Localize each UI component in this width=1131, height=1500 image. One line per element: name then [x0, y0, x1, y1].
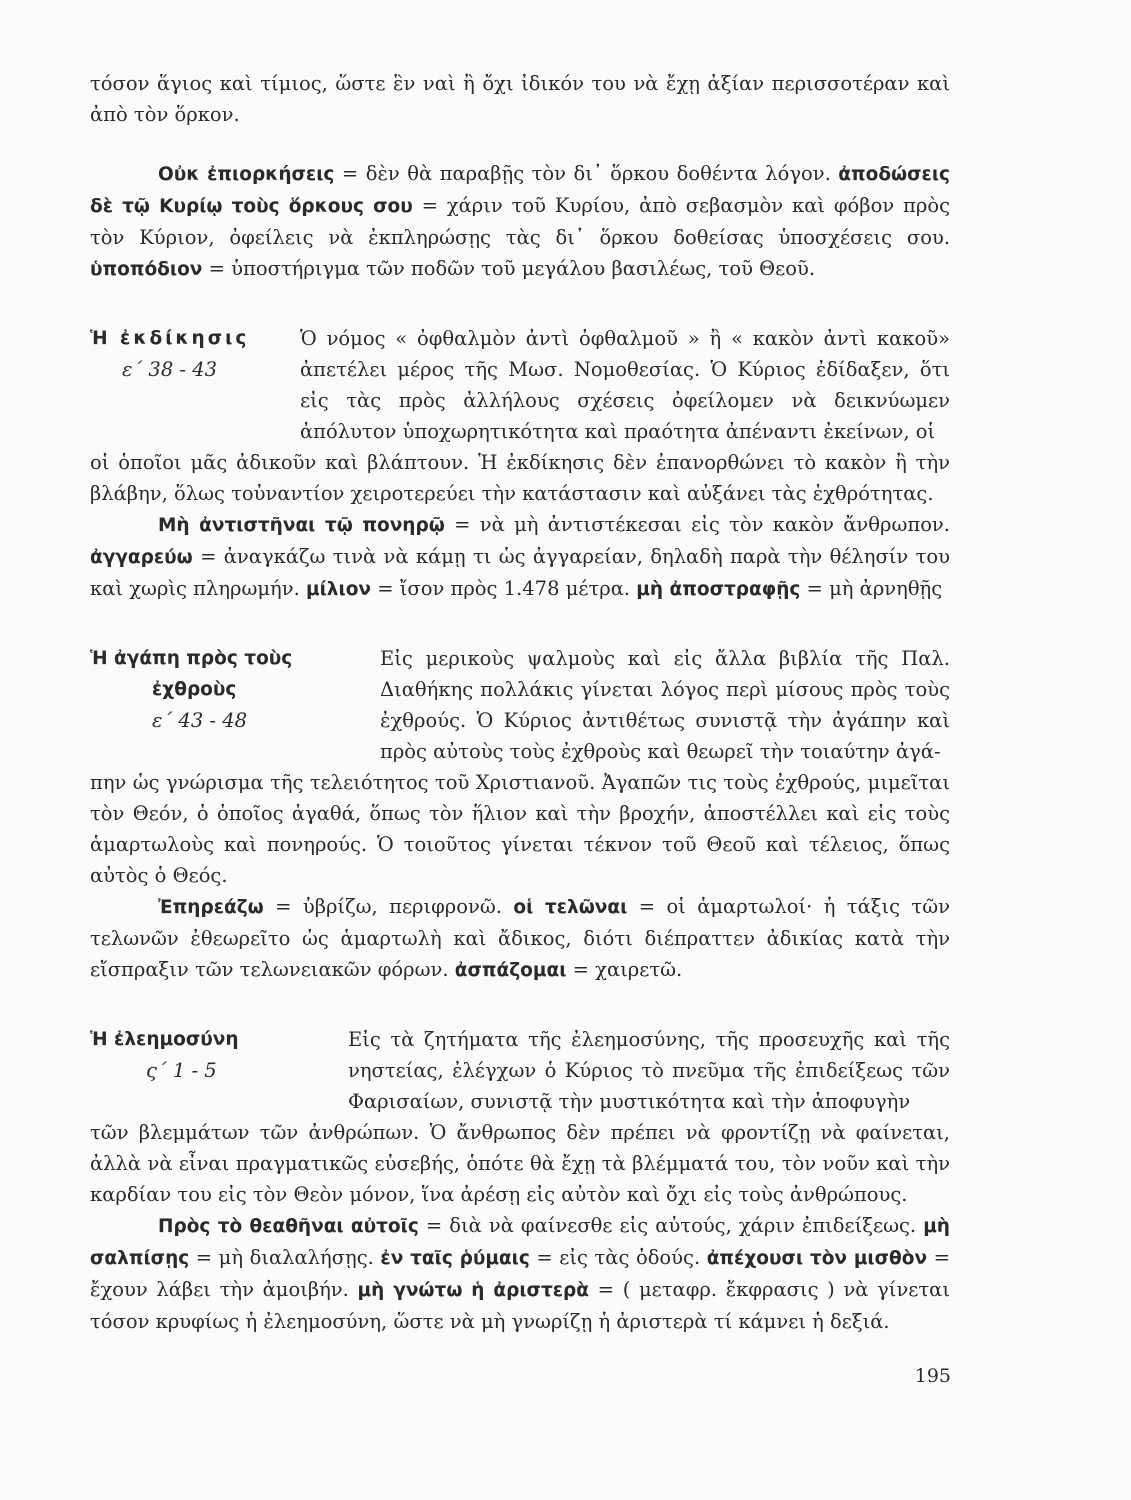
definition: = οἱ ἁμαρτωλοί· ἡ τάξις τῶν τελωνῶν ἐθεωρεῖτο ὡς ἁμαρτωλὴ καὶ ἄδικος, διότι διέπραττεν ἀδικίας κατὰ τὴν εἴσπραξιν τῶν τελωνειακῶν φόρων.	[90, 895, 950, 981]
term: Ἐπηρεάζω	[158, 897, 264, 918]
term: ἀποδώσεις δὲ τῷ Κυρίῳ τοὺς ὅρκους σου	[90, 164, 951, 217]
section-continuation: πην ὡς γνώρισμα τῆς τελειότητος τοῦ Χριστιανοῦ. Ἀγαπῶν τις τοὺς ἐχθρούς, μιμεῖται τὸν Θεόν, ὁ ὁποῖος ἀγαθά, ὅπως τὸν ἥλιον καὶ τὴν βροχήν, ἀποστέλλει καὶ εἰς τοὺς ἁμαρτωλοὺς καὶ πονηρούς. Ὁ τοιοῦτος γίνεται τέκνον τοῦ Θεοῦ καὶ τέλειος, ὅπως αὐτὸς ὁ Θεός.	[90, 771, 950, 887]
term: Πρὸς τὸ θεαθῆναι αὐτοῖς	[158, 1216, 419, 1237]
section-heading: Ἡ ἐλεημοσύνη	[90, 1029, 239, 1050]
spacer	[90, 285, 950, 323]
definition: = εἰς τὰς ὁδούς.	[529, 1246, 707, 1269]
section-continuation: τῶν βλεμμάτων τῶν ἀνθρώπων. Ὁ ἄνθρωπος δὲν πρέπει νὰ φροντίζῃ νὰ φαίνεται, ἀλλὰ νὰ εἶναι πραγματικῶς εὐσεβής, ὁπότε θὰ ἔχῃ τὰ βλέμματά του, τὸν νοῦν καὶ τὴν καρδίαν του εἰς τὸν Θεὸν μόνον, ἵνα ἀρέσῃ εἰς αὐτὸν καὶ ὄχι εἰς τοὺς ἀνθρώπους.	[90, 1121, 950, 1206]
term: Οὐκ ἐπιορκήσεις	[158, 164, 335, 185]
section-heading: Ἡ ἀγάπη πρὸς τοὺς	[90, 648, 293, 669]
section-heading: Ἡ ἐκδίκησις	[90, 328, 250, 349]
glossary-paragraph-4	[90, 1210, 950, 1337]
section-continuation: οἱ ὁποῖοι μᾶς ἀδικοῦν καὶ βλάπτουν. Ἡ ἐκδίκησις δὲν ἐπανορθώνει τὸ κακὸν ἢ τὴν βλάβην, ὅλως τοὐναντίον χειροτερεύει τὴν κατάστασιν καὶ αὐξάνει τὰς ἐχθρότητας.	[90, 451, 950, 505]
definition: = μὴ διαλαλήσῃς.	[189, 1246, 381, 1269]
spacer	[90, 130, 950, 158]
term: μίλιον	[305, 579, 372, 600]
term: οἱ τελῶναι	[513, 897, 628, 918]
verse-reference: ε΄ 38 - 43	[122, 358, 218, 381]
glossary-paragraph-3	[90, 891, 950, 986]
definition: = ἔχουν λάβει τὴν ἀμοιβήν.	[90, 1246, 950, 1301]
section-side-heading	[90, 1024, 348, 1117]
term: ἀσπάζομαι	[454, 960, 567, 981]
definition: = ἀναγκάζω τινὰ νὰ κάμῃ τι ὡς ἀγγαρείαν, δηλαδὴ παρὰ τὴν θέλησίν του καὶ χωρὶς πληρωμήν.	[90, 545, 950, 600]
intro-paragraph: τόσον ἅγιος καὶ τίμιος, ὥστε ἓν ναὶ ἢ ὄχι ἰδικόν του νὰ ἔχῃ ἀξίαν περισσοτέραν καὶ ἀπὸ τὸν ὅρκον.	[90, 72, 950, 126]
term: μὴ γνώτω ἡ ἀριστερὰ	[357, 1280, 590, 1301]
definition: = ( μεταφρ. ἔκφρασις ) νὰ γίνεται τόσον κρυφίως ἡ ἐλεημοσύνη, ὥστε νὰ μὴ γνωρίζῃ ἡ ἀριστερὰ τί κάμνει ἡ δεξιά.	[90, 1278, 951, 1333]
section-love-enemies	[90, 643, 950, 767]
definition: = χαιρετῶ.	[566, 958, 683, 981]
definition: = χάριν τοῦ Κυρίου, ἀπὸ σεβασμὸν καὶ φόβον πρὸς τὸν Κύριον, ὀφείλεις νὰ ἐκπληρώσῃς τὰς δι᾽ ὅρκου δοθείσας ὑποσχέσεις σου.	[90, 194, 950, 249]
section-side-text: Εἰς μερικοὺς ψαλμοὺς καὶ εἰς ἄλλα βιβλία τῆς Παλ. Διαθήκης πολλάκις γίνεται λόγος περὶ μίσους πρὸς τοὺς ἐχθρούς. Ὁ Κύριος ἀντιθέτως συνιστᾷ τὴν ἀγάπην καὶ πρὸς αὐτοὺς τοὺς ἐχθροὺς καὶ θεωρεῖ τὴν τοιαύτην ἀγά-	[380, 647, 950, 763]
definition: = μὴ ἀρνηθῇς	[800, 577, 943, 600]
term: ἀγγαρεύω	[90, 547, 193, 568]
page-content	[90, 68, 950, 1337]
verse-reference: ε΄ 43 - 48	[152, 709, 248, 732]
spacer	[90, 986, 950, 1024]
section-revenge	[90, 323, 950, 447]
section-side-heading	[90, 323, 300, 447]
definition: = δὲν θὰ παραβῇς τὸν δι᾽ ὅρκου δοθέντα λόγον.	[334, 162, 839, 185]
term: μὴ σαλπίσῃς	[90, 1216, 950, 1269]
glossary-paragraph-2	[90, 509, 950, 605]
definition: = διὰ νὰ φαίνεσθε εἰς αὐτούς, χάριν ἐπιδείξεως.	[418, 1214, 924, 1237]
definition: = ὑβρίζω, περιφρονῶ.	[263, 895, 514, 918]
page-number: 195	[914, 1365, 951, 1387]
spacer	[90, 605, 950, 643]
definition: = ἴσον πρὸς 1.478 μέτρα.	[371, 577, 637, 600]
section-side-text: Εἰς τὰ ζητήματα τῆς ἐλεημοσύνης, τῆς προσευχῆς καὶ τῆς νηστείας, ἐλέγχων ὁ Κύριος τὸ πνεῦμα τῆς ἐπιδείξεως τῶν Φαρισαίων, συνιστᾷ τὴν μυστικότητα καὶ τὴν ἀποφυγὴν	[348, 1028, 950, 1113]
section-heading-cont: ἐχθροὺς	[152, 679, 237, 700]
definition: = ὑποστήριγμα τῶν ποδῶν τοῦ μεγάλου βασιλέως, τοῦ Θεοῦ.	[202, 257, 816, 280]
term: ἐν ταῖς ῥύμαις	[380, 1248, 530, 1269]
section-side-heading	[90, 643, 380, 767]
term: ἀπέχουσι τὸν μισθὸν	[706, 1248, 928, 1269]
term: ὑποπόδιον	[90, 259, 203, 280]
term: Μὴ ἀντιστῆναι τῷ πονηρῷ	[158, 515, 445, 536]
section-almsgiving	[90, 1024, 950, 1117]
definition: = νὰ μὴ ἀντιστέκεσαι εἰς τὸν κακὸν ἄνθρωπον.	[444, 513, 950, 536]
glossary-paragraph-1	[90, 158, 950, 285]
term: μὴ ἀποστραφῇς	[636, 579, 801, 600]
verse-reference: ς΄ 1 - 5	[146, 1059, 217, 1082]
section-side-text: Ὁ νόμος « ὀφθαλμὸν ἀντὶ ὀφθαλμοῦ » ἢ « κακὸν ἀντὶ κακοῦ» ἀπετέλει μέρος τῆς Μωσ. Νομοθεσίας. Ὁ Κύριος ἐδίδαξεν, ὅτι εἰς τὰς πρὸς ἀλλήλους σχέσεις ὀφείλομεν νὰ δεικνύωμεν ἀπόλυτον ὑποχωρητικότητα καὶ πραότητα ἀπέναντι ἐκείνων, οἱ	[300, 327, 950, 443]
